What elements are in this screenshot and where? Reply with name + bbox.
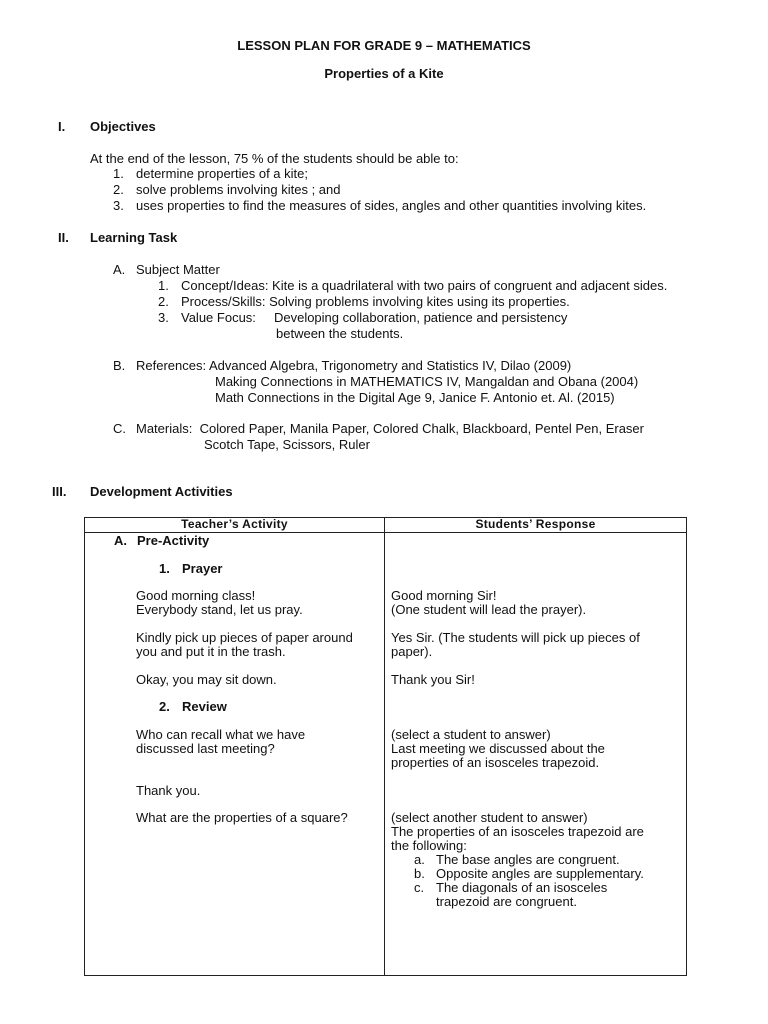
student-line: paper).	[391, 644, 433, 659]
student-line: The properties of an isosceles trapezoid are	[391, 824, 644, 839]
prayer-number: 1.	[159, 561, 170, 576]
property-text: The base angles are congruent.	[436, 852, 620, 867]
teacher-line: What are the properties of a square?	[136, 810, 348, 825]
property-label: a.	[414, 852, 425, 867]
student-line: Yes Sir. (The students will pick up pieces of	[391, 630, 640, 645]
subject-item-number: 2.	[158, 294, 169, 309]
teacher-activity-cell	[85, 533, 385, 976]
property-label: c.	[414, 880, 425, 895]
table-header-row	[85, 518, 687, 533]
objective-item-number: 2.	[113, 182, 124, 197]
teacher-line: Good morning class!	[136, 588, 256, 603]
student-line: (One student will lead the prayer).	[391, 602, 587, 617]
property-text: The diagonals of an isosceles	[436, 880, 608, 895]
reference-entry: Making Connections in MATHEMATICS IV, Mangaldan and Obana (2004)	[215, 374, 639, 389]
objectives-intro: At the end of the lesson, 75 % of the students should be able to:	[90, 151, 459, 166]
subject-item-text: Concept/Ideas: Kite is a quadrilateral with two pairs of congruent and adjacent sides.	[181, 278, 668, 293]
teacher-line: Everybody stand, let us pray.	[136, 602, 303, 617]
value-focus-continuation: between the students.	[276, 326, 404, 341]
student-line: Thank you Sir!	[391, 672, 475, 687]
development-activities-table	[84, 517, 687, 976]
page-title: LESSON PLAN FOR GRADE 9 – MATHEMATICS	[237, 38, 531, 53]
subject-item-number: 1.	[158, 278, 169, 293]
section-heading-learning-task: Learning Task	[90, 230, 178, 245]
materials-continuation: Scotch Tape, Scissors, Ruler	[204, 437, 370, 452]
section-heading-objectives: Objectives	[90, 119, 156, 134]
objective-item-number: 3.	[113, 198, 124, 213]
materials-label: C.	[113, 421, 126, 436]
property-label: b.	[414, 866, 425, 881]
objective-item-text: determine properties of a kite;	[136, 166, 308, 181]
section-heading-development: Development Activities	[90, 484, 233, 499]
pre-activity-title: Pre-Activity	[137, 533, 210, 548]
prayer-title: Prayer	[182, 561, 223, 576]
table-header-students: Students’ Response	[385, 518, 687, 533]
page-subtitle: Properties of a Kite	[324, 66, 444, 81]
teacher-line: you and put it in the trash.	[136, 644, 286, 659]
objective-item-text: solve problems involving kites ; and	[136, 182, 341, 197]
subject-item-number: 3.	[158, 310, 169, 325]
subject-item-text: Process/Skills: Solving problems involving kites using its properties.	[181, 294, 570, 309]
subject-matter-label: A.	[113, 262, 126, 277]
teacher-line: Who can recall what we have	[136, 727, 306, 742]
table-header-teacher: Teacher’s Activity	[85, 518, 385, 533]
objective-item-text: uses properties to find the measures of sides, angles and other quantities involving kites.	[136, 198, 647, 213]
teacher-line: Kindly pick up pieces of paper around	[136, 630, 353, 645]
teacher-line: discussed last meeting?	[136, 741, 275, 756]
objective-item-number: 1.	[113, 166, 124, 181]
student-line: Last meeting we discussed about the	[391, 741, 605, 756]
review-title: Review	[182, 699, 227, 714]
teacher-line: Thank you.	[136, 783, 201, 798]
students-response-cell	[385, 533, 687, 976]
review-number: 2.	[159, 699, 170, 714]
property-text-continuation: trapezoid are congruent.	[436, 894, 577, 909]
section-numeral-learning-task: II.	[58, 230, 69, 245]
student-line: (select a student to answer)	[391, 727, 551, 742]
student-line: properties of an isosceles trapezoid.	[391, 755, 600, 770]
pre-activity-label: A.	[114, 533, 127, 548]
student-line: Good morning Sir!	[391, 588, 497, 603]
references-label: B.	[113, 358, 126, 373]
property-text: Opposite angles are supplementary.	[436, 866, 644, 881]
section-numeral-development: III.	[52, 484, 67, 499]
materials-text: Materials: Colored Paper, Manila Paper, Colored Chalk, Blackboard, Pentel Pen, Eraser	[136, 421, 644, 436]
reference-entry: Math Connections in the Digital Age 9, Janice F. Antonio et. Al. (2015)	[215, 390, 615, 405]
student-line: the following:	[391, 838, 467, 853]
teacher-line: Okay, you may sit down.	[136, 672, 277, 687]
subject-matter-title: Subject Matter	[136, 262, 220, 277]
subject-item-text: Value Focus: Developing collaboration, patience and persistency	[181, 310, 568, 325]
table-row	[85, 533, 687, 976]
references-text: References: Advanced Algebra, Trigonometry and Statistics IV, Dilao (2009)	[136, 358, 572, 373]
student-line: (select another student to answer)	[391, 810, 588, 825]
section-numeral-objectives: I.	[58, 119, 66, 134]
